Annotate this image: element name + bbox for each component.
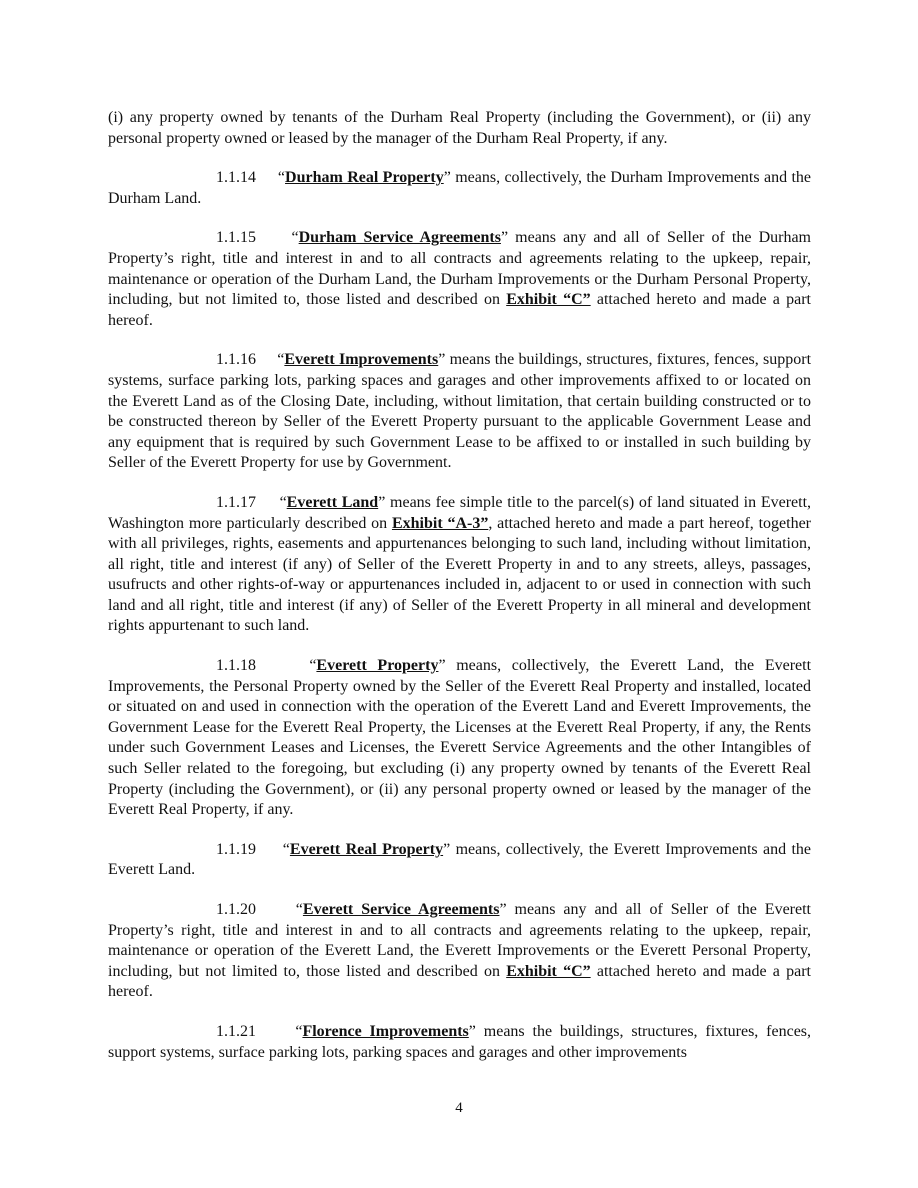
defined-term: Everett Service Agreements xyxy=(302,901,500,918)
defined-term: Florence Improvements xyxy=(302,1022,469,1040)
definition-text-tail: attached hereto and made a part hereof. xyxy=(108,962,811,1001)
definition-text: means the buildings, structures, fixtures, fences, support systems, surface parking lots, parking spaces and garages and other improvements xyxy=(108,1022,812,1061)
page-number: 4 xyxy=(455,1100,463,1116)
definition-text: means, collectively, the Everett Improvements and the Everett Land. xyxy=(108,840,811,879)
definition-1-1-18 xyxy=(108,656,811,821)
defined-term: Everett Real Property xyxy=(289,840,444,858)
close-quote: ” xyxy=(468,1022,476,1040)
paragraph-text: (i) any property owned by tenants of the Durham Real Property (including the Government), or (ii) any personal property owned or leased by the manager of the Durham Real Property, if any. xyxy=(108,109,811,147)
paragraph-continuation xyxy=(108,108,811,149)
definition-text: means fee simple title to the parcel(s) of land situated in Everett, Washington more particularly described on xyxy=(108,493,812,532)
defined-term: Durham Real Property xyxy=(285,169,444,187)
section-number: 1.1.15 xyxy=(216,229,256,247)
close-quote: ” xyxy=(500,229,509,247)
close-quote: ” xyxy=(499,901,507,918)
open-quote: “ xyxy=(309,657,317,675)
open-quote: “ xyxy=(279,493,287,511)
section-number: 1.1.20 xyxy=(216,901,256,918)
exhibit-reference: Exhibit “C” xyxy=(506,291,591,309)
section-number: 1.1.16 xyxy=(216,351,256,369)
section-number: 1.1.19 xyxy=(216,840,256,858)
definition-text: means the buildings, structures, fixtures, fences, support systems, surface parking lots, parking spaces and garages and other improvements affixed to or located on the Everett Land as of the Closing Date, including, without limitation, that certain building constructed or to be constructed thereon by Seller of the Everett Property pursuant to the applicable Government Lease and any equipment that is required by such Government Lease to be affixed to or installed in such building by Seller of the Everett Property for use by Government. xyxy=(108,351,812,472)
document-page xyxy=(108,108,811,1063)
definition-text: means, collectively, the Everett Land, the Everett Improvements, the Personal Property owned by the Seller of the Everett Real Property and installed, located or situated on and used in connection with the operation of the Everett Land and Everett Improvements, the Government Lease for the Everett Real Property, the Licenses at the Everett Real Property, if any, the Rents under such Government Leases and Licenses, the Everett Service Agreements and the other Intangibles of such Seller related to the foregoing, but excluding (i) any property owned by tenants of the Everett Real Property (including the Government), or (ii) any personal property owned or leased by the manager of the Everett Real Property, if any. xyxy=(108,657,812,819)
open-quote: “ xyxy=(277,169,286,187)
definition-1-1-16 xyxy=(108,350,811,474)
section-number: 1.1.14 xyxy=(216,169,256,187)
defined-term: Everett Improvements xyxy=(284,351,439,369)
definition-text: means any and all of Seller of the Everett Property’s right, title and interest in and to all contracts and agreements relating to the upkeep, repair, maintenance or operation of the Everett Land, the Everett Improvements or the Everett Personal Property, including, but not limited to, those listed and described on xyxy=(108,901,811,980)
open-quote: “ xyxy=(295,1022,303,1040)
open-quote: “ xyxy=(282,840,290,858)
section-number: 1.1.18 xyxy=(216,657,256,675)
definition-text-tail: , attached hereto and made a part hereof, together with all privileges, rights, easements and appurtenances belonging to such land, including without limitation, all right, title and interest (if any) of Seller of the Everett Property in and to any streets, alleys, passages, usufructs and other rights-of-way or appurtenances included in, adjacent to or used in connection with such land and all right, title and interest (if any) of Seller of the Everett Property in all mineral and development rights appurtenant to such land. xyxy=(108,514,811,635)
definition-1-1-15 xyxy=(108,228,811,331)
definition-1-1-19 xyxy=(108,840,811,881)
close-quote: ” xyxy=(443,169,451,187)
defined-term: Everett Property xyxy=(316,657,439,675)
exhibit-reference: Exhibit “A-3” xyxy=(391,514,489,532)
defined-term: Durham Service Agreements xyxy=(298,229,501,247)
defined-term: Everett Land xyxy=(286,493,379,511)
open-quote: “ xyxy=(277,351,285,369)
definition-text-tail: attached hereto and made a part hereof. xyxy=(108,291,811,329)
open-quote: “ xyxy=(291,229,299,247)
section-number: 1.1.17 xyxy=(216,493,256,511)
close-quote: ” xyxy=(378,493,386,511)
close-quote: ” xyxy=(438,657,446,675)
exhibit-reference: Exhibit “C” xyxy=(506,962,591,980)
definition-1-1-17 xyxy=(108,493,811,637)
definition-text: means, collectively, the Durham Improvements and the Durham Land. xyxy=(108,169,812,207)
definition-1-1-14 xyxy=(108,168,811,209)
definition-1-1-21 xyxy=(108,1022,811,1063)
close-quote: ” xyxy=(438,351,446,369)
close-quote: ” xyxy=(443,840,451,858)
definition-1-1-20 xyxy=(108,900,811,1003)
section-number: 1.1.21 xyxy=(216,1022,256,1040)
open-quote: “ xyxy=(295,901,303,918)
definition-text: means any and all of Seller of the Durham Property’s right, title and interest in and to all contracts and agreements relating to the upkeep, repair, maintenance or operation of the Durham Land, the Durham Improvements or the Durham Personal Property, including, but not limited to, those listed and described on xyxy=(108,229,811,309)
